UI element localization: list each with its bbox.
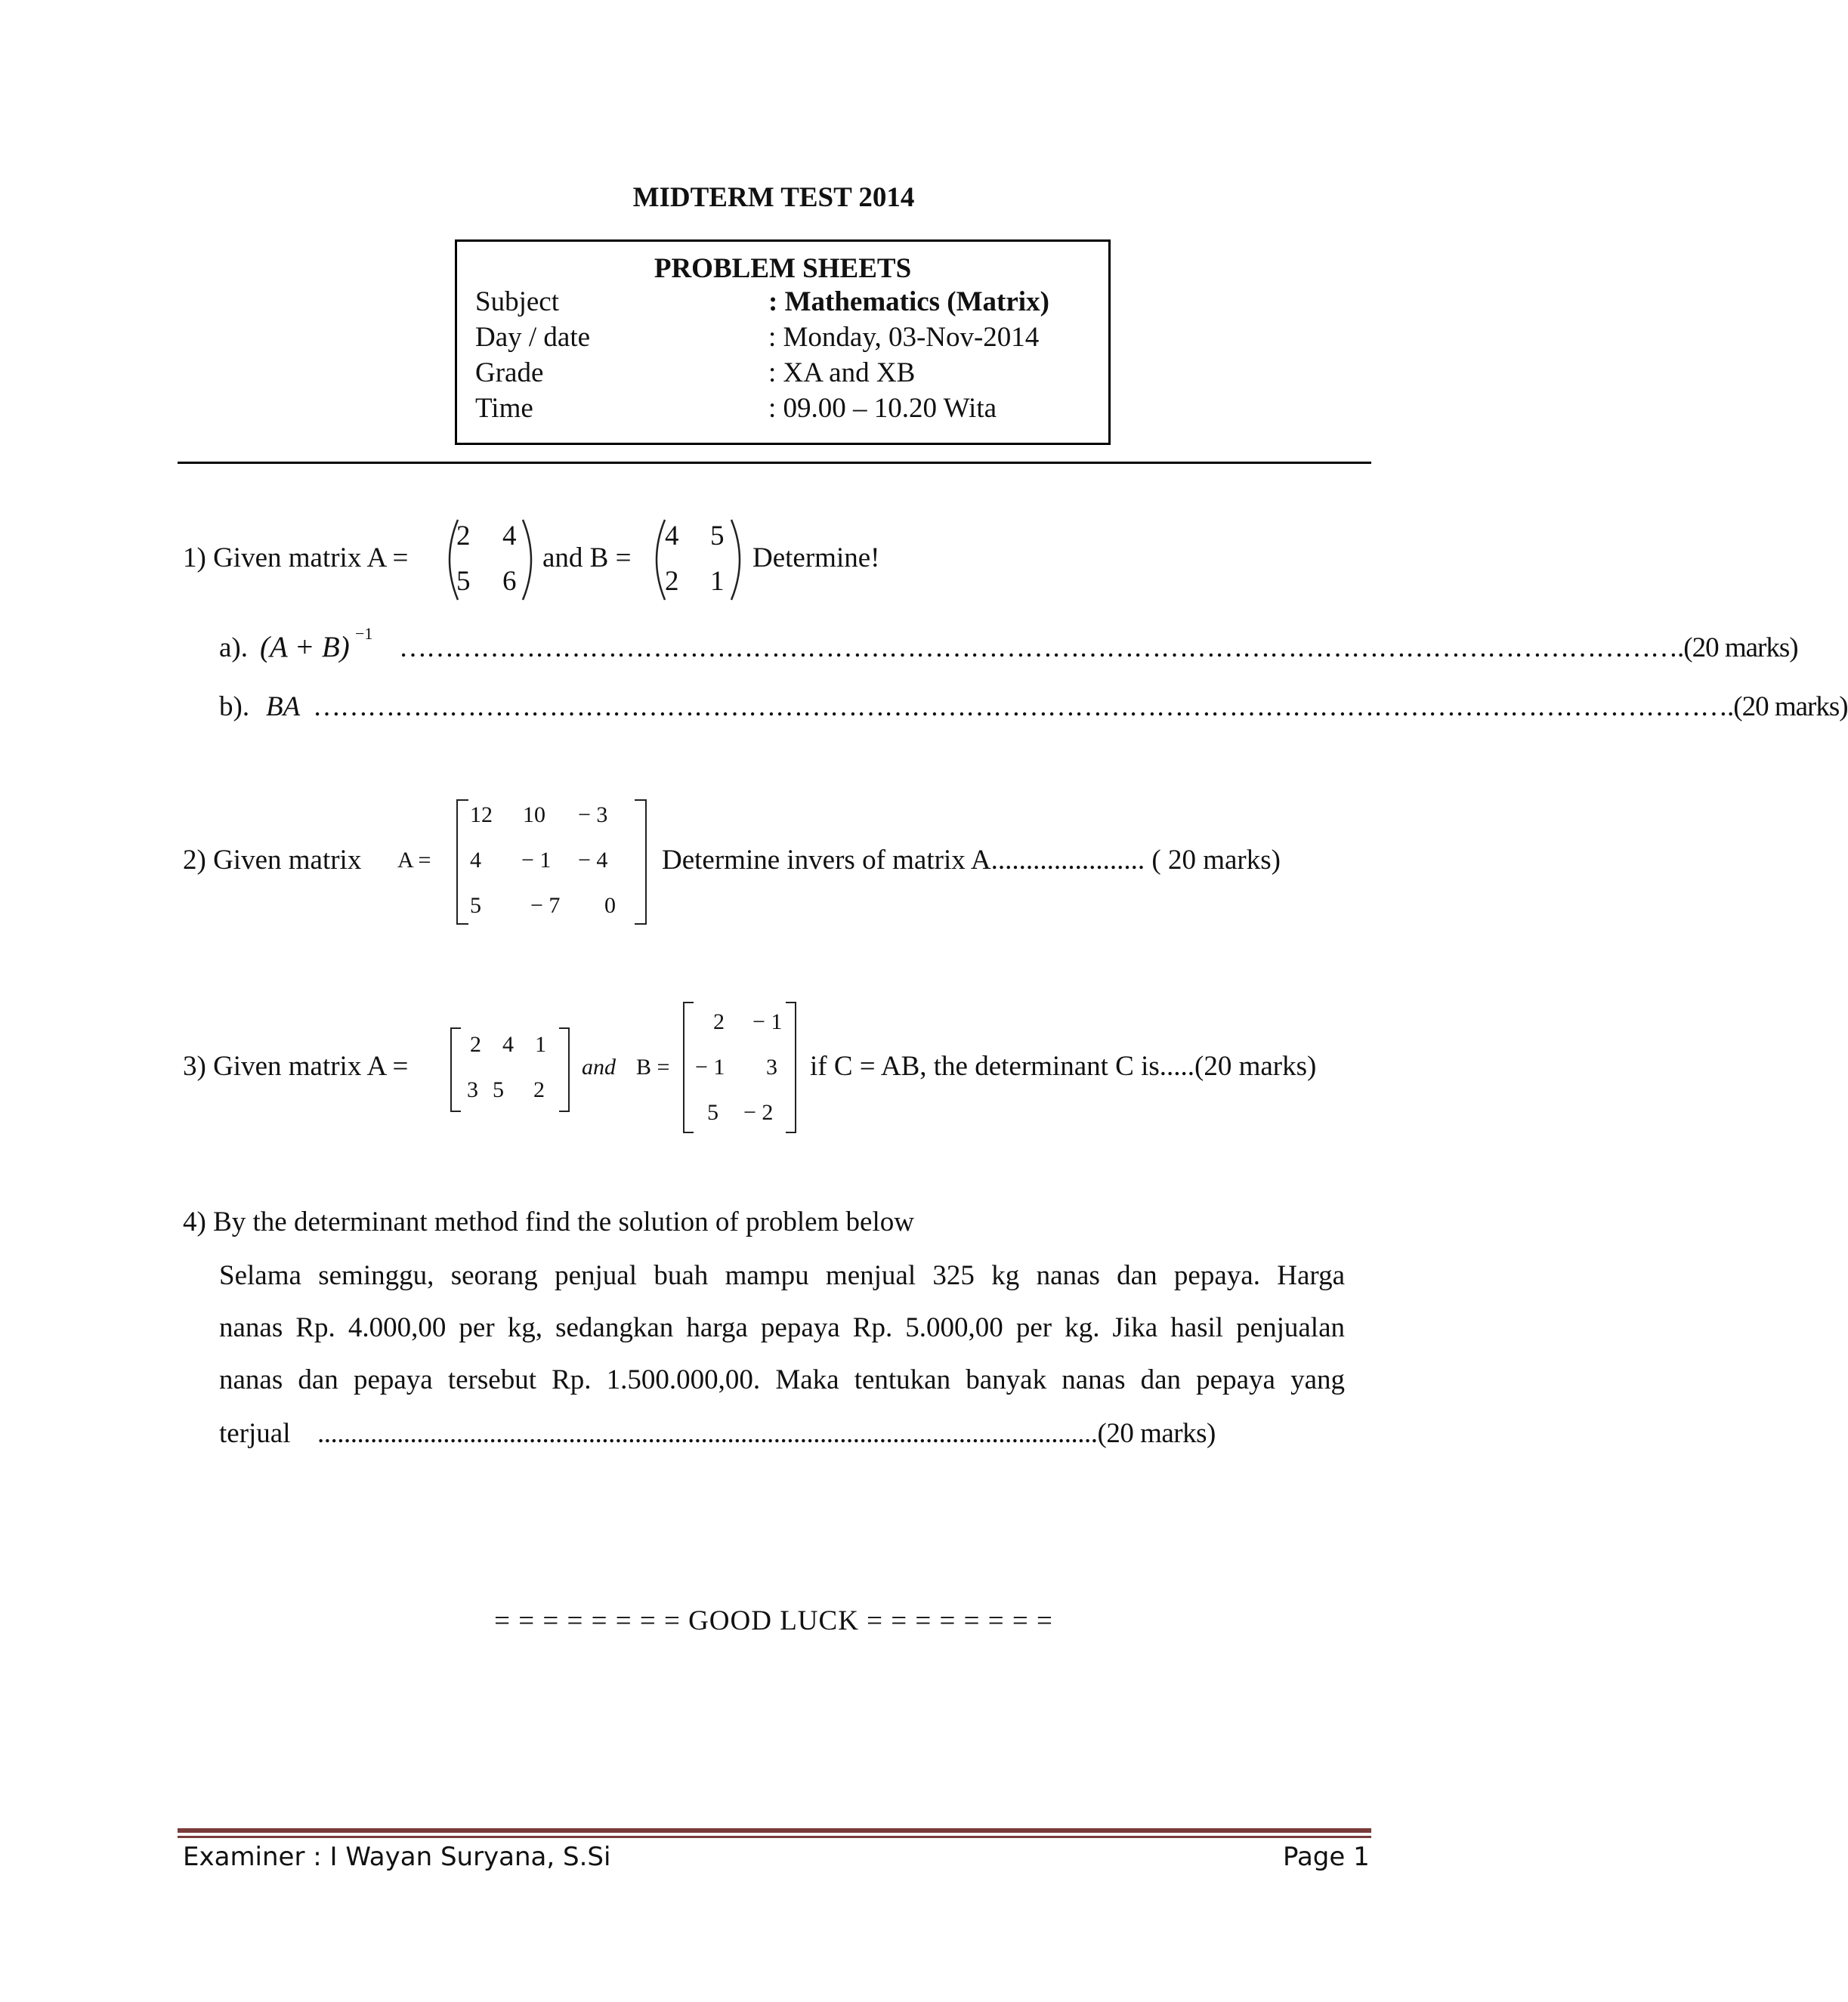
footer-rule-thick bbox=[178, 1828, 1371, 1833]
q3-and: and bbox=[582, 1055, 616, 1080]
q3-matrix-a-cell: 3 bbox=[467, 1077, 478, 1102]
q3-matrix-a-cell: 2 bbox=[533, 1077, 545, 1102]
q1-part-a-expression: (A + B) bbox=[260, 631, 350, 663]
q2-a-equals: A = bbox=[397, 848, 431, 873]
q3-matrix-a-right-bracket bbox=[559, 1027, 570, 1112]
q2-matrix-cell: 10 bbox=[523, 802, 545, 827]
info-value: : 09.00 – 10.20 Wita bbox=[768, 393, 997, 424]
q1-matrix-a-cell: 6 bbox=[502, 566, 517, 597]
q1-matrix-b-cell: 1 bbox=[710, 566, 725, 597]
q3-matrix-a-cell: 2 bbox=[470, 1032, 481, 1057]
q1-matrix-a-cell: 4 bbox=[502, 521, 517, 551]
footer-examiner: Examiner : I Wayan Suryana, S.Si bbox=[183, 1842, 611, 1872]
q1-and-b: and B = bbox=[542, 542, 632, 573]
q4-problem-line: nanas dan pepaya tersebut Rp. 1.500.000,00. Maka tentukan banyak nanas dan pepaya yang bbox=[219, 1364, 1345, 1395]
q2-matrix-cell: − 4 bbox=[578, 848, 608, 873]
q3-matrix-b-cell: − 2 bbox=[743, 1100, 774, 1125]
q3-intro: 3) Given matrix A = bbox=[183, 1051, 409, 1082]
info-box bbox=[455, 239, 1111, 445]
q1-part-b-dots: ………………………………………………………………………………………………………………………………………….(20 marks) bbox=[313, 691, 1848, 722]
q2-matrix-cell: 4 bbox=[470, 848, 481, 873]
info-label: Grade bbox=[475, 357, 544, 388]
q4-last-dots: ......................................................................................................................(20 marks) bbox=[317, 1418, 1216, 1449]
q3-matrix-b-right-bracket bbox=[786, 1002, 796, 1133]
q1-matrix-a-right-paren bbox=[520, 518, 542, 601]
q3-b-equals: B = bbox=[636, 1055, 670, 1080]
q1-part-b-expression: BA bbox=[266, 691, 301, 722]
info-value: : XA and XB bbox=[768, 357, 916, 388]
info-value: : Monday, 03-Nov-2014 bbox=[768, 322, 1040, 353]
q2-intro: 2) Given matrix bbox=[183, 845, 362, 876]
q1-matrix-a-cell: 5 bbox=[456, 566, 471, 597]
q3-matrix-b-cell: 2 bbox=[713, 1009, 725, 1034]
q3-text: if C = AB, the determinant C is.....(20 marks) bbox=[810, 1051, 1317, 1082]
q1-intro: 1) Given matrix A = bbox=[183, 542, 409, 573]
q1-determine: Determine! bbox=[752, 542, 880, 573]
info-label: Subject bbox=[475, 286, 559, 317]
info-box-heading: PROBLEM SHEETS bbox=[654, 253, 912, 284]
q1-part-a-dots: …………………………………………………………………………………………………………………………….(20 marks) bbox=[399, 632, 1798, 663]
footer-page-number: Page 1 bbox=[1283, 1842, 1370, 1872]
good-luck-closing: = = = = = = = = GOOD LUCK = = = = = = = = bbox=[494, 1605, 1053, 1636]
q1-matrix-b-cell: 2 bbox=[665, 566, 679, 597]
q1-matrix-b-right-paren bbox=[728, 518, 751, 601]
q4-problem-line: Selama seminggu, seorang penjual buah mampu menjual 325 kg nanas dan pepaya. Harga bbox=[219, 1260, 1345, 1291]
q3-matrix-b-cell: 3 bbox=[766, 1055, 777, 1080]
q2-text: Determine invers of matrix A...................... ( 20 marks) bbox=[662, 845, 1281, 876]
q2-matrix-cell: 0 bbox=[604, 893, 616, 918]
q4-problem-line: nanas Rp. 4.000,00 per kg, sedangkan harga pepaya Rp. 5.000,00 per kg. Jika hasil penjualan bbox=[219, 1312, 1345, 1343]
q3-matrix-a-left-bracket bbox=[450, 1027, 461, 1112]
q3-matrix-a-cell: 1 bbox=[535, 1032, 546, 1057]
q3-matrix-b-cell: − 1 bbox=[752, 1009, 783, 1034]
q2-matrix-cell: − 1 bbox=[521, 848, 552, 873]
info-value: : Mathematics (Matrix) bbox=[768, 286, 1049, 317]
header-divider bbox=[178, 462, 1371, 464]
q3-matrix-b-cell: 5 bbox=[707, 1100, 718, 1125]
q2-matrix-cell: − 3 bbox=[578, 802, 608, 827]
q2-matrix-right-bracket bbox=[635, 799, 647, 925]
q1-matrix-a-cell: 2 bbox=[456, 521, 471, 551]
q2-matrix-cell: 12 bbox=[470, 802, 493, 827]
page-title: MIDTERM TEST 2014 bbox=[632, 182, 915, 213]
q1-part-a-label: a). bbox=[219, 632, 248, 663]
q4-problem-text bbox=[219, 1250, 1345, 1406]
q3-matrix-a-cell: 4 bbox=[502, 1032, 514, 1057]
q1-matrix-b-cell: 5 bbox=[710, 521, 725, 551]
footer-rule-thin bbox=[178, 1836, 1371, 1838]
q2-matrix-cell: 5 bbox=[470, 893, 481, 918]
q2-matrix-left-bracket bbox=[456, 799, 468, 925]
q1-part-b-label: b). bbox=[219, 691, 250, 722]
q1-matrix-b-cell: 4 bbox=[665, 521, 679, 551]
q3-matrix-b-left-bracket bbox=[683, 1002, 694, 1133]
q4-intro: 4) By the determinant method find the solution of problem below bbox=[183, 1206, 914, 1237]
q2-matrix-cell: − 7 bbox=[530, 893, 561, 918]
q3-matrix-a-cell: 5 bbox=[493, 1077, 504, 1102]
q4-last-word: terjual bbox=[219, 1418, 291, 1449]
q3-matrix-b-cell: − 1 bbox=[695, 1055, 725, 1080]
info-label: Day / date bbox=[475, 322, 591, 353]
info-label: Time bbox=[475, 393, 533, 424]
q1-part-a-exponent: −1 bbox=[355, 624, 373, 643]
